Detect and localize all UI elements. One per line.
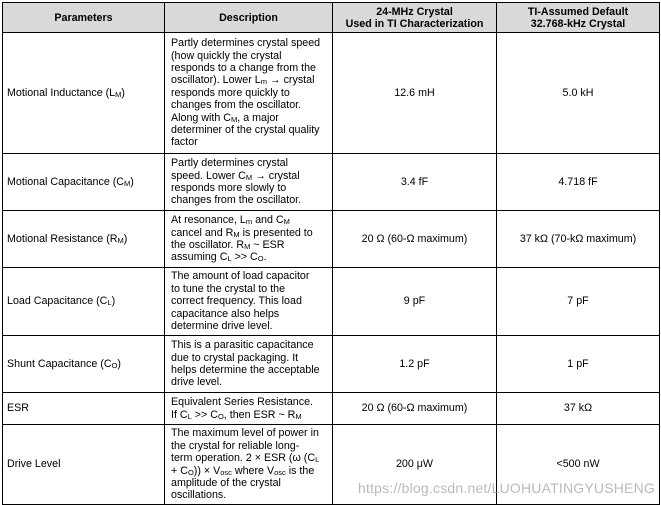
header-ti-default-crystal [497,3,660,33]
header-description: Description [165,3,333,33]
header-ti-line2: 32.768-kHz Crystal [530,17,626,30]
description-cell: This is a parasitic capacitance due to crystal packaging. It helps determine the acceptable drive level. [165,336,333,393]
value-ti-default: <500 nW [497,425,660,505]
description-cell: At resonance, $L_m$ and $C_M$ cancel and $R_M$ is presented to the oscillator. $R_M$ ~ ESR assuming $C_L >> C_O$. [165,211,333,268]
value-ti-default: 4.718 fF [497,154,660,211]
table-header-row [3,3,660,33]
value-ti-default: 5.0 kH [497,33,660,154]
header-24mhz-line1: 24-MHz Crystal [376,5,453,18]
param-cell: Motional Resistance $(R_M)$ [3,211,165,268]
value-24mhz: 3.4 fF [333,154,497,211]
description-cell: Equivalent Series Resistance. If $C_L >> C_O$, then ESR ~ $R_M$ [165,393,333,425]
value-ti-default: 7 pF [497,268,660,336]
value-24mhz: 20 Ω (60-Ω maximum) [333,393,497,425]
description-cell: The amount of load capacitor to tune the crystal to the correct frequency. This load capacitance also helps determine drive level. [165,268,333,336]
table-row [3,268,660,336]
header-ti-line1: TI-Assumed Default [527,5,629,18]
header-parameters: Parameters [3,3,165,33]
table-row [3,33,660,154]
description-cell: Partly determines crystal speed (how quickly the crystal responds to a change from the oscillator). Lower $L_m$ → crystal responds more quickly to changes from the oscillator. Along with $C_M$, a major determiner of the crystal quality factor [165,33,333,154]
value-ti-default: 37 kΩ [497,393,660,425]
description-cell: The maximum level of power in the crystal for reliable long- term operation. 2 × ESR (ω ($C_L$ + $C_O)) \times V_{osc}$ where $V_{osc}$ is the amplitude of the crystal oscillations. [165,425,333,505]
value-24mhz: 1.2 pF [333,336,497,393]
value-ti-default: 37 kΩ (70-kΩ maximum) [497,211,660,268]
param-cell: ESR [3,393,165,425]
description-cell: Partly determines crystal speed. Lower $C_M$ → crystal responds more slowly to changes from the oscillator. [165,154,333,211]
param-cell: Drive Level [3,425,165,505]
table-row [3,336,660,393]
table-row [3,154,660,211]
table-row [3,393,660,425]
param-cell: Shunt Capacitance $(C_O)$ [3,336,165,393]
value-24mhz: 12.6 mH [333,33,497,154]
header-24mhz-line2: Used in TI Characterization [345,17,484,30]
param-cell: Load Capacitance $(C_L)$ [3,268,165,336]
param-cell: Motional Inductance $(L_M)$ [3,33,165,154]
watermark: https://blog.csdn.net/LUOHUATINGYUSHENG [358,480,655,496]
param-cell: Motional Capacitance $(C_M)$ [3,154,165,211]
header-24mhz-crystal [333,3,497,33]
value-24mhz: 20 Ω (60-Ω maximum) [333,211,497,268]
table-row [3,211,660,268]
value-24mhz: 200 μW [333,425,497,505]
crystal-parameters-table [2,2,660,505]
value-ti-default: 1 pF [497,336,660,393]
value-24mhz: 9 pF [333,268,497,336]
